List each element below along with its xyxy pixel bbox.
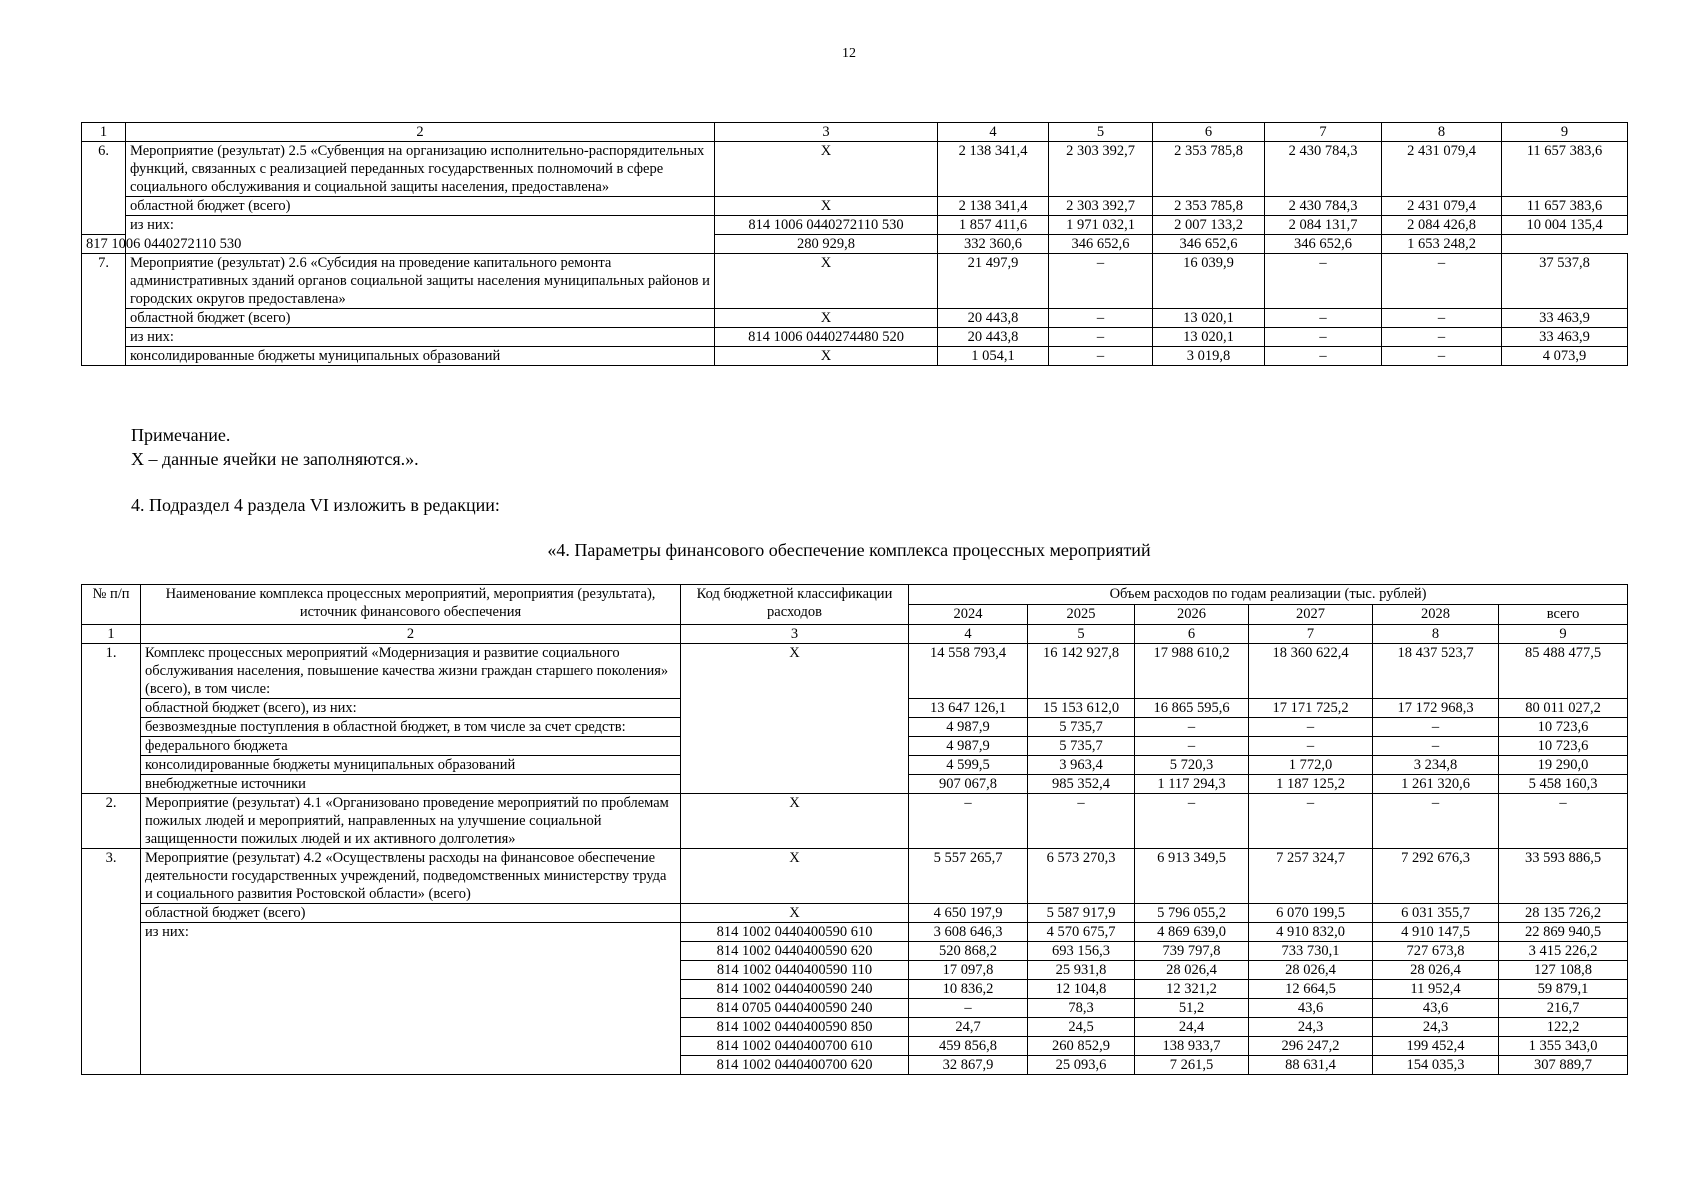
table-row (82, 328, 1628, 347)
table-cell: 733 730,1 (1249, 942, 1373, 961)
column-number: 1 (82, 123, 126, 142)
table-cell: – (1028, 794, 1135, 849)
table-cell: 138 933,7 (1135, 1037, 1249, 1056)
table-cell: 296 247,2 (1249, 1037, 1373, 1056)
table-cell: 13 647 126,1 (909, 699, 1028, 718)
table-cell: – (1382, 254, 1502, 309)
column-number-row (82, 625, 1628, 644)
column-number: 9 (1502, 123, 1628, 142)
table-cell: 154 035,3 (1373, 1056, 1499, 1075)
table-cell: 24,7 (909, 1018, 1028, 1037)
table-cell: областной бюджет (всего), из них: (141, 699, 681, 718)
table-cell: X (681, 794, 909, 849)
table-cell: 17 097,8 (909, 961, 1028, 980)
table-cell: 122,2 (1499, 1018, 1628, 1037)
note-heading: Примечание. (131, 425, 231, 445)
table-cell: – (1049, 328, 1153, 347)
table-cell: 5 557 265,7 (909, 849, 1028, 904)
header-year: 2027 (1249, 605, 1373, 625)
column-number: 3 (715, 123, 938, 142)
table-cell: областной бюджет (всего) (126, 309, 715, 328)
table-cell: – (1135, 737, 1249, 756)
table-row (82, 849, 1628, 904)
column-number: 6 (1153, 123, 1265, 142)
table-cell: 817 1006 0440272110 530 (82, 235, 126, 254)
table-cell: – (1265, 254, 1382, 309)
table-cell: 3 019,8 (1153, 347, 1265, 366)
header-name: Наименование комплекса процессных мероприятий, мероприятия (результата), источник финансового обеспечения (141, 585, 681, 625)
table-cell: 4 987,9 (909, 737, 1028, 756)
table-cell: X (681, 849, 909, 904)
table-cell: X (681, 644, 909, 794)
table-cell: 6 031 355,7 (1373, 904, 1499, 923)
table-cell: – (1373, 794, 1499, 849)
table-cell: 28 026,4 (1135, 961, 1249, 980)
table-cell: 12 104,8 (1028, 980, 1135, 999)
table-cell: 11 657 383,6 (1502, 197, 1628, 216)
table-cell: 2 431 079,4 (1382, 197, 1502, 216)
column-number: 6 (1135, 625, 1249, 644)
table-cell: 307 889,7 (1499, 1056, 1628, 1075)
table-cell: 6 070 199,5 (1249, 904, 1373, 923)
header-year: 2028 (1373, 605, 1499, 625)
column-number: 2 (126, 123, 715, 142)
table-cell: 13 020,1 (1153, 328, 1265, 347)
page-number: 12 (842, 46, 856, 61)
table-cell: 19 290,0 (1499, 756, 1628, 775)
table-cell: – (1249, 718, 1373, 737)
column-number: 3 (681, 625, 909, 644)
table-row (82, 197, 1628, 216)
column-number: 8 (1373, 625, 1499, 644)
table-cell: X (715, 254, 938, 309)
financing-parameters-table (81, 584, 1628, 1075)
table-cell: 4 987,9 (909, 718, 1028, 737)
table-cell: 24,3 (1249, 1018, 1373, 1037)
table-cell: внебюджетные источники (141, 775, 681, 794)
table-cell: областной бюджет (всего) (126, 197, 715, 216)
table-cell: 199 452,4 (1373, 1037, 1499, 1056)
column-number-row (82, 123, 1628, 142)
table-cell: – (1049, 254, 1153, 309)
table-row (82, 644, 1628, 699)
table-cell: 5 458 160,3 (1499, 775, 1628, 794)
table-cell: 4 599,5 (909, 756, 1028, 775)
table-cell: областной бюджет (всего) (141, 904, 681, 923)
table-cell: 5 587 917,9 (1028, 904, 1135, 923)
table-cell: 1 355 343,0 (1499, 1037, 1628, 1056)
financing-table-continued (81, 122, 1628, 366)
table-cell: 1 971 032,1 (1049, 216, 1153, 235)
table-cell: – (1373, 718, 1499, 737)
table-cell: 739 797,8 (1135, 942, 1249, 961)
table-cell: 10 723,6 (1499, 718, 1628, 737)
table-cell: 2 431 079,4 (1382, 142, 1502, 197)
column-number: 4 (909, 625, 1028, 644)
table-cell: 814 1002 0440400590 850 (681, 1018, 909, 1037)
note-text: X – данные ячейки не заполняются.». (131, 449, 419, 469)
table-row (82, 254, 1628, 309)
table-cell: 25 931,8 (1028, 961, 1135, 980)
table-row (82, 216, 1628, 235)
table-cell: – (1049, 347, 1153, 366)
table-cell: 1 261 320,6 (1373, 775, 1499, 794)
table-cell: 25 093,6 (1028, 1056, 1135, 1075)
table-cell: из них: (126, 328, 715, 347)
column-number: 1 (82, 625, 141, 644)
table-cell: – (909, 999, 1028, 1018)
table-cell: 4 073,9 (1502, 347, 1628, 366)
table-cell: 17 172 968,3 (1373, 699, 1499, 718)
table-cell: федерального бюджета (141, 737, 681, 756)
table-cell: 17 171 725,2 (1249, 699, 1373, 718)
table-cell: 2 303 392,7 (1049, 197, 1153, 216)
table-cell: 2 138 341,4 (938, 197, 1049, 216)
table-cell: 1 653 248,2 (1382, 235, 1502, 254)
table-cell: 16 039,9 (1153, 254, 1265, 309)
table-cell: 280 929,8 (715, 235, 938, 254)
table-cell: 85 488 477,5 (1499, 644, 1628, 699)
table-cell: из них: (126, 216, 715, 254)
table-cell: 7 257 324,7 (1249, 849, 1373, 904)
table-cell: 346 652,6 (1049, 235, 1153, 254)
table-cell: 814 1002 0440400590 240 (681, 980, 909, 999)
table-cell: 33 463,9 (1502, 309, 1628, 328)
table-row (82, 309, 1628, 328)
table-cell: – (1249, 794, 1373, 849)
table-cell: X (715, 347, 938, 366)
table-cell: 5 796 055,2 (1135, 904, 1249, 923)
table-cell: 2 138 341,4 (938, 142, 1049, 197)
table-cell: 4 910 147,5 (1373, 923, 1499, 942)
table-cell: 332 360,6 (938, 235, 1049, 254)
table-cell: безвозмездные поступления в областной бюджет, в том числе за счет средств: (141, 718, 681, 737)
instruction-text: 4. Подраздел 4 раздела VI изложить в редакции: (131, 495, 500, 515)
table-cell: 24,5 (1028, 1018, 1135, 1037)
table-cell: X (715, 309, 938, 328)
table-cell: 10 836,2 (909, 980, 1028, 999)
table-cell: 3 963,4 (1028, 756, 1135, 775)
table-cell: 11 657 383,6 (1502, 142, 1628, 197)
table-cell: 33 463,9 (1502, 328, 1628, 347)
column-number: 8 (1382, 123, 1502, 142)
table-cell: 127 108,8 (1499, 961, 1628, 980)
table-cell: 260 852,9 (1028, 1037, 1135, 1056)
column-number: 4 (938, 123, 1049, 142)
table-cell: 1 117 294,3 (1135, 775, 1249, 794)
table-cell: 2 007 133,2 (1153, 216, 1265, 235)
table-cell: 459 856,8 (909, 1037, 1028, 1056)
table-cell: Мероприятие (результат) 4.1 «Организовано проведение мероприятий по проблемам пожилых людей и мероприятий, направленных на улучшение социальной защищенности пожилых людей и их активного долголетия» (141, 794, 681, 849)
table-cell: 88 631,4 (1249, 1056, 1373, 1075)
column-number: 2 (141, 625, 681, 644)
table-cell: – (1265, 328, 1382, 347)
column-number: 5 (1049, 123, 1153, 142)
table-cell: X (715, 142, 938, 197)
table-cell: 59 879,1 (1499, 980, 1628, 999)
table-cell: 28 026,4 (1373, 961, 1499, 980)
table-cell: 3 234,8 (1373, 756, 1499, 775)
table-cell: 24,3 (1373, 1018, 1499, 1037)
table-cell: 4 650 197,9 (909, 904, 1028, 923)
table-cell: – (1265, 347, 1382, 366)
table-cell: 17 988 610,2 (1135, 644, 1249, 699)
table-row (82, 904, 1628, 923)
table-cell: Комплекс процессных мероприятий «Модернизация и развитие социального обслуживания населения, повышение качества жизни граждан старшего поколения» (всего), в том числе: (141, 644, 681, 699)
table-cell: 78,3 (1028, 999, 1135, 1018)
table-row (82, 347, 1628, 366)
table-cell: 1 857 411,6 (938, 216, 1049, 235)
table-cell: 4 570 675,7 (1028, 923, 1135, 942)
table-cell: 216,7 (1499, 999, 1628, 1018)
table-cell: – (909, 794, 1028, 849)
table-cell: 28 135 726,2 (1499, 904, 1628, 923)
table-cell: 2 084 131,7 (1265, 216, 1382, 235)
table-cell: 814 1002 0440400700 620 (681, 1056, 909, 1075)
table-row (82, 142, 1628, 197)
table-cell: консолидированные бюджеты муниципальных образований (126, 347, 715, 366)
table-cell: 16 142 927,8 (1028, 644, 1135, 699)
table-cell: Мероприятие (результат) 2.6 «Субсидия на проведение капитального ремонта административных зданий органов социальной защиты населения муниципальных районов и городских округов предоставлена» (126, 254, 715, 309)
table-cell: 13 020,1 (1153, 309, 1265, 328)
table-cell: 3. (82, 849, 141, 1075)
table-cell: 814 1002 0440400590 620 (681, 942, 909, 961)
table-cell: 2 430 784,3 (1265, 142, 1382, 197)
table-cell: 6 913 349,5 (1135, 849, 1249, 904)
table-cell: 693 156,3 (1028, 942, 1135, 961)
column-number: 5 (1028, 625, 1135, 644)
header-year-total: всего (1499, 605, 1628, 625)
table-cell: 37 537,8 (1502, 254, 1628, 309)
table-cell: 814 1002 0440400590 110 (681, 961, 909, 980)
table-cell: Мероприятие (результат) 2.5 «Субвенция на организацию исполнительно-распорядительных функций, связанных с реализацией переданных государственных полномочий в сфере социального обслуживания и социальной защиты населения, предоставлена» (126, 142, 715, 197)
table-cell: 28 026,4 (1249, 961, 1373, 980)
table-cell: 3 608 646,3 (909, 923, 1028, 942)
table-cell: 10 004 135,4 (1502, 216, 1628, 235)
table-cell: Мероприятие (результат) 4.2 «Осуществлены расходы на финансовое обеспечение деятельности государственных учреждений, подведомственных министерству труда и социального развития Ростовской области» (всего) (141, 849, 681, 904)
table-cell: 24,4 (1135, 1018, 1249, 1037)
table-cell: 814 1006 0440272110 530 (715, 216, 938, 235)
table-cell: 11 952,4 (1373, 980, 1499, 999)
header-year: 2025 (1028, 605, 1135, 625)
table-cell: 2 084 426,8 (1382, 216, 1502, 235)
table-cell: – (1265, 309, 1382, 328)
table-cell: 4 869 639,0 (1135, 923, 1249, 942)
table-cell: X (715, 197, 938, 216)
table-row (82, 794, 1628, 849)
table-cell: 51,2 (1135, 999, 1249, 1018)
column-number: 7 (1249, 625, 1373, 644)
table-cell: 80 011 027,2 (1499, 699, 1628, 718)
table-cell: 2 430 784,3 (1265, 197, 1382, 216)
table-cell: – (1135, 718, 1249, 737)
table-cell: 5 735,7 (1028, 718, 1135, 737)
table-cell: 18 437 523,7 (1373, 644, 1499, 699)
table-cell: 12 664,5 (1249, 980, 1373, 999)
table-cell: консолидированные бюджеты муниципальных образований (141, 756, 681, 775)
table-cell: 43,6 (1249, 999, 1373, 1018)
table-cell: – (1382, 347, 1502, 366)
table-cell: 33 593 886,5 (1499, 849, 1628, 904)
table-cell: – (1382, 328, 1502, 347)
table-cell: 32 867,9 (909, 1056, 1028, 1075)
table-cell: 907 067,8 (909, 775, 1028, 794)
table-cell: 814 0705 0440400590 240 (681, 999, 909, 1018)
table-cell: – (1249, 737, 1373, 756)
table-cell: 18 360 622,4 (1249, 644, 1373, 699)
table-cell: 2 353 785,8 (1153, 197, 1265, 216)
table-cell: 346 652,6 (1153, 235, 1265, 254)
table-cell: 727 673,8 (1373, 942, 1499, 961)
table-cell: – (1135, 794, 1249, 849)
table-cell: 43,6 (1373, 999, 1499, 1018)
header-volume: Объем расходов по годам реализации (тыс. рублей) (909, 585, 1628, 605)
table-cell: – (1382, 309, 1502, 328)
table-cell: 6. (82, 142, 126, 235)
table-cell: 7 261,5 (1135, 1056, 1249, 1075)
table-cell: 1 054,1 (938, 347, 1049, 366)
table-cell: – (1373, 737, 1499, 756)
table-cell: 14 558 793,4 (909, 644, 1028, 699)
table-cell: 7 292 676,3 (1373, 849, 1499, 904)
table-cell: из них: (141, 923, 681, 1075)
table-cell: – (1499, 794, 1628, 849)
table-cell: 20 443,8 (938, 309, 1049, 328)
column-number: 7 (1265, 123, 1382, 142)
table-cell: 5 735,7 (1028, 737, 1135, 756)
table-cell: 3 415 226,2 (1499, 942, 1628, 961)
table-cell: 15 153 612,0 (1028, 699, 1135, 718)
table-row (82, 923, 1628, 942)
table-cell: 22 869 940,5 (1499, 923, 1628, 942)
header-num: № п/п (82, 585, 141, 625)
table-cell: 5 720,3 (1135, 756, 1249, 775)
table-cell: 16 865 595,6 (1135, 699, 1249, 718)
section-title: «4. Параметры финансового обеспечение комплекса процессных мероприятий (547, 540, 1151, 560)
header-year: 2026 (1135, 605, 1249, 625)
table-cell: 7. (82, 254, 126, 366)
table-cell: 814 1002 0440400590 610 (681, 923, 909, 942)
header-code: Код бюджетной классификации расходов (681, 585, 909, 625)
table-cell: 2. (82, 794, 141, 849)
table-cell: 1. (82, 644, 141, 794)
table-cell: 10 723,6 (1499, 737, 1628, 756)
table-cell: 1 772,0 (1249, 756, 1373, 775)
table-cell: 520 868,2 (909, 942, 1028, 961)
table-cell: 6 573 270,3 (1028, 849, 1135, 904)
table-cell: 814 1002 0440400700 610 (681, 1037, 909, 1056)
table-cell: 346 652,6 (1265, 235, 1382, 254)
header-year: 2024 (909, 605, 1028, 625)
table-cell: 12 321,2 (1135, 980, 1249, 999)
table-cell: X (681, 904, 909, 923)
table-cell: – (1049, 309, 1153, 328)
table-cell: 985 352,4 (1028, 775, 1135, 794)
table-cell: 1 187 125,2 (1249, 775, 1373, 794)
table-cell: 20 443,8 (938, 328, 1049, 347)
table-cell: 2 353 785,8 (1153, 142, 1265, 197)
table-cell: 2 303 392,7 (1049, 142, 1153, 197)
table-cell: 4 910 832,0 (1249, 923, 1373, 942)
table-cell: 21 497,9 (938, 254, 1049, 309)
column-number: 9 (1499, 625, 1628, 644)
table-cell: 814 1006 0440274480 520 (715, 328, 938, 347)
